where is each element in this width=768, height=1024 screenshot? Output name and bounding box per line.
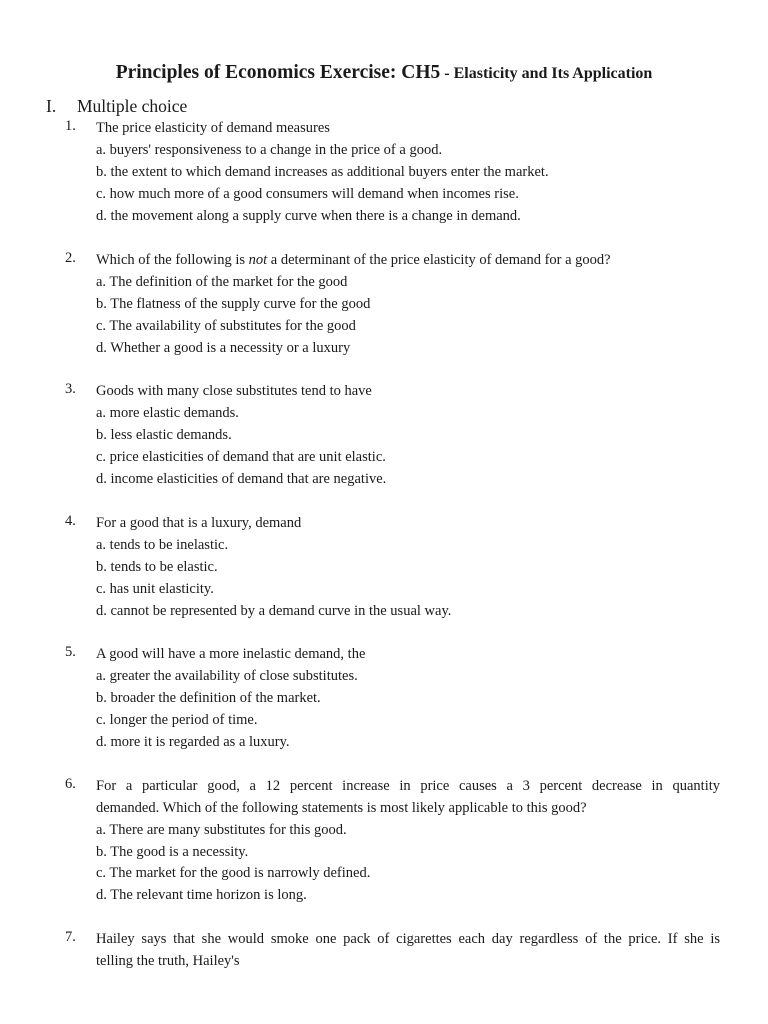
- answer-option: a. There are many substitutes for this good.: [96, 822, 347, 838]
- question-stem: For a good that is a luxury, demand: [96, 515, 302, 531]
- question-stem: The price elasticity of demand measures: [96, 120, 330, 136]
- question-stem-part: Which of the following is: [96, 252, 249, 268]
- question-number: 5.: [65, 644, 76, 660]
- question-number: 4.: [65, 513, 76, 529]
- question-number: 1.: [65, 118, 76, 134]
- answer-option: b. less elastic demands.: [96, 427, 232, 443]
- answer-option: a. The definition of the market for the good: [96, 274, 348, 290]
- question-stem-continuation: demanded. Which of the following statements is most likely applicable to this good?: [96, 800, 587, 816]
- question-stem: A good will have a more inelastic demand, the: [96, 646, 366, 662]
- answer-option: a. more elastic demands.: [96, 405, 239, 421]
- question-stem-part: a determinant of the price elasticity of demand for a good?: [267, 252, 611, 268]
- answer-option: c. how much more of a good consumers will demand when incomes rise.: [96, 186, 519, 202]
- answer-option: d. more it is regarded as a luxury.: [96, 734, 290, 750]
- question-number: 7.: [65, 929, 76, 945]
- title-main: Principles of Economics Exercise: CH5: [115, 62, 441, 83]
- answer-option: d. cannot be represented by a demand curve in the usual way.: [96, 603, 452, 619]
- answer-option: c. The availability of substitutes for the good: [96, 318, 356, 334]
- section-heading: [46, 96, 187, 117]
- section-number: I.: [46, 96, 57, 116]
- document-title: [0, 62, 768, 84]
- answer-option: c. has unit elasticity.: [96, 581, 214, 597]
- question-number: 6.: [65, 776, 76, 792]
- title-subtitle: - Elasticity and Its Application: [440, 65, 653, 82]
- answer-option: a. tends to be inelastic.: [96, 537, 229, 553]
- answer-option: c. longer the period of time.: [96, 712, 258, 728]
- question-number: 2.: [65, 250, 76, 266]
- answer-option: b. tends to be elastic.: [96, 559, 218, 575]
- answer-option: d. income elasticities of demand that are negative.: [96, 471, 387, 487]
- answer-option: c. price elasticities of demand that are unit elastic.: [96, 449, 386, 465]
- question-stem-continuation: telling the truth, Hailey's: [96, 953, 240, 969]
- question-stem-emphasis: not: [248, 252, 268, 268]
- answer-option: b. The good is a necessity.: [96, 844, 249, 860]
- answer-option: c. The market for the good is narrowly defined.: [96, 865, 371, 881]
- answer-option: b. The flatness of the supply curve for the good: [96, 296, 371, 312]
- answer-option: a. buyers' responsiveness to a change in the price of a good.: [96, 142, 443, 158]
- question-stem: Hailey says that she would smoke one pack of cigarettes each day regardless of the price. If she is: [96, 931, 720, 947]
- answer-option: b. broader the definition of the market.: [96, 690, 321, 706]
- answer-option: d. Whether a good is a necessity or a luxury: [96, 340, 351, 356]
- answer-option: a. greater the availability of close substitutes.: [96, 668, 358, 684]
- answer-option: b. the extent to which demand increases as additional buyers enter the market.: [96, 164, 549, 180]
- answer-option: d. the movement along a supply curve when there is a change in demand.: [96, 208, 521, 224]
- question-stem: [96, 250, 611, 270]
- question-stem: For a particular good, a 12 percent increase in price causes a 3 percent decrease in quantity: [96, 778, 720, 794]
- section-label: Multiple choice: [77, 96, 188, 116]
- question-stem: Goods with many close substitutes tend to have: [96, 383, 372, 399]
- question-number: 3.: [65, 381, 76, 397]
- answer-option: d. The relevant time horizon is long.: [96, 887, 307, 903]
